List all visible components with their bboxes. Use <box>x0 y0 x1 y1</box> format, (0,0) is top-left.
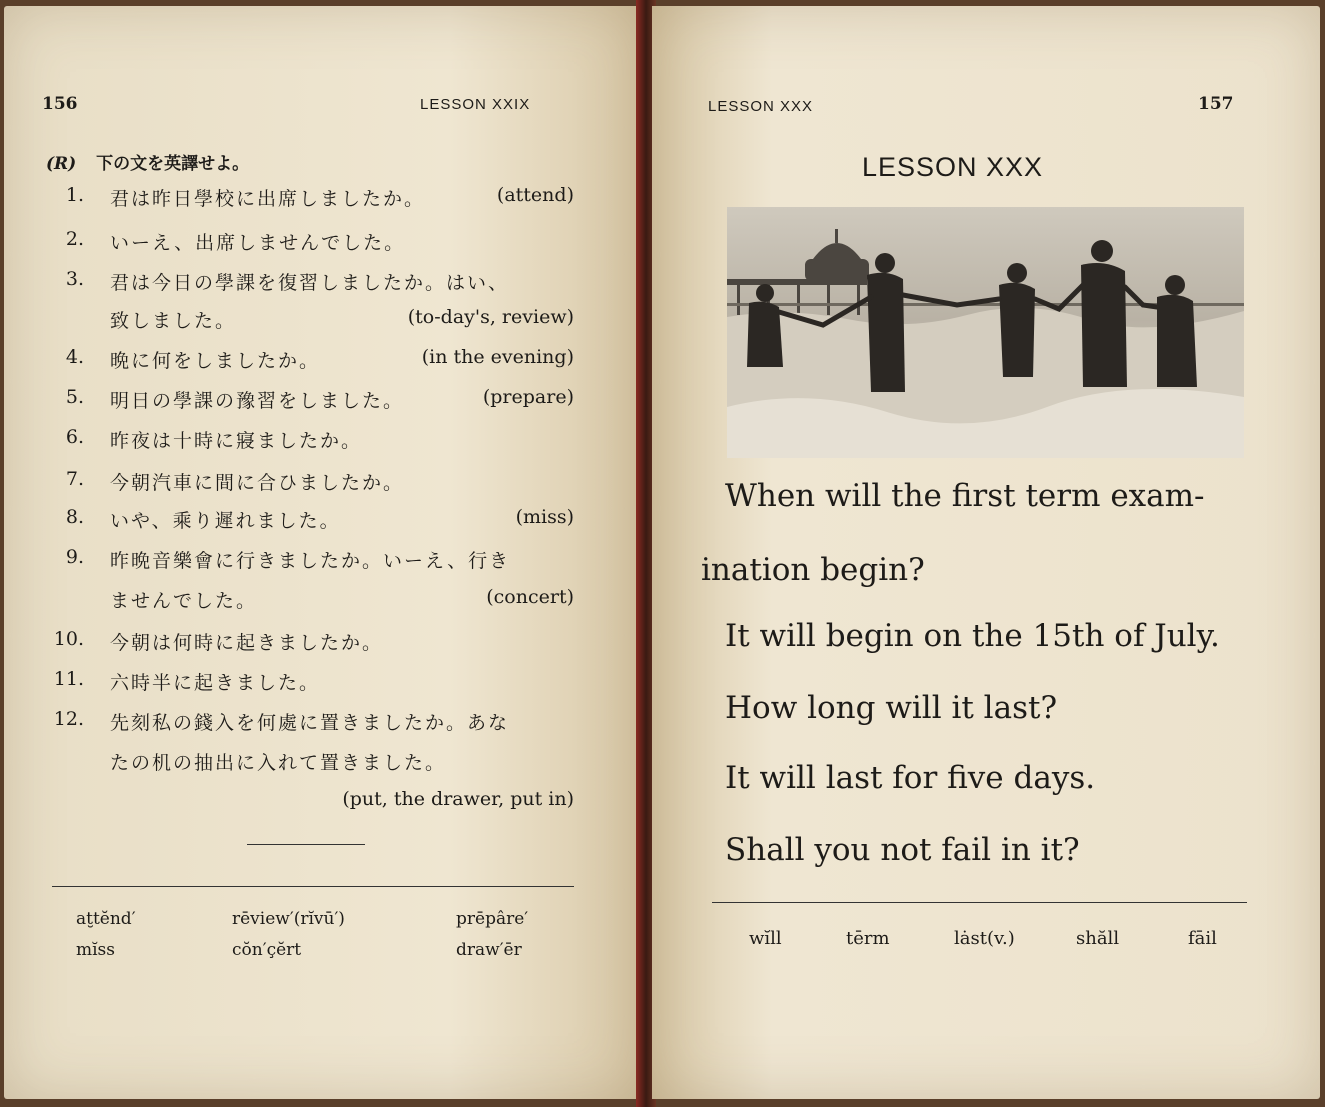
vocab-word: at̮tĕnd′ <box>76 909 136 929</box>
exercise-item <box>44 748 574 778</box>
exercise-item <box>44 268 574 298</box>
vocab-word: fāil <box>1188 928 1217 949</box>
item-text: いーえ、出席しませんでした。 <box>110 232 406 254</box>
item-text: 致しました。 <box>110 310 237 332</box>
exercise-item <box>44 668 574 698</box>
vocab-word: lȧst(v.) <box>954 928 1015 949</box>
vocab-word: shăll <box>1076 928 1120 949</box>
item-number: 3. <box>65 268 84 290</box>
item-text: 明日の學課の豫習をしました。 <box>110 390 405 412</box>
item-hint: (in the evening) <box>421 346 574 368</box>
exercise-item <box>44 628 574 658</box>
item-hint: (miss) <box>515 506 574 528</box>
reading-line: When will the first term exam- <box>725 478 1205 514</box>
vocab-word: wĭll <box>749 928 782 949</box>
exercise-item <box>44 426 574 456</box>
item-text: 昨夜は十時に寢ましたか。 <box>110 430 363 452</box>
exercise-item <box>44 586 574 616</box>
exercise-item <box>44 546 574 576</box>
exercise-item <box>44 386 574 416</box>
vocab-divider <box>712 902 1247 903</box>
item-hint: (concert) <box>486 586 574 608</box>
exercise-item <box>44 788 574 818</box>
item-hint: (to-day's, review) <box>407 306 574 328</box>
item-text: 六時半に起きました。 <box>110 672 321 694</box>
running-head: LESSON XXIX <box>420 96 531 113</box>
item-text: ませんでした。 <box>110 590 258 612</box>
vocab-divider <box>52 886 574 887</box>
item-number: 7. <box>65 468 84 490</box>
item-hint: (put, the drawer, put in) <box>342 788 574 810</box>
lesson-title: LESSON XXX <box>862 152 1044 182</box>
reading-line: Shall you not fail in it? <box>725 832 1080 868</box>
exercise-item <box>44 708 574 738</box>
item-text: 君は今日の學課を復習しましたか。はい、 <box>110 272 510 294</box>
item-number: 10. <box>53 628 84 650</box>
item-number: 6. <box>65 426 84 448</box>
item-number: 11. <box>53 668 84 690</box>
item-text: 昨晩音樂會に行きましたか。いーえ、行き <box>110 550 511 572</box>
page-number: 157 <box>1198 94 1234 114</box>
item-text: 今朝汽車に間に合ひましたか。 <box>110 472 405 494</box>
item-text: 今朝は何時に起きましたか。 <box>110 632 384 654</box>
item-number: 5. <box>65 386 84 408</box>
item-number: 2. <box>65 228 84 250</box>
item-hint: (prepare) <box>482 386 574 408</box>
item-hint: (attend) <box>496 184 574 206</box>
reading-line: It will begin on the 15th of July. <box>725 618 1220 654</box>
vocab-word: cŏn′çĕrt <box>232 940 302 960</box>
running-head: LESSON XXX <box>708 98 814 115</box>
reading-line: ination begin? <box>701 552 925 588</box>
exercise-item <box>44 468 574 498</box>
bathers-photo <box>727 207 1244 458</box>
left-page <box>4 6 640 1099</box>
vocab-word: mĭss <box>76 940 116 960</box>
item-number: 8. <box>65 506 84 528</box>
reading-line: It will last for five days. <box>725 760 1096 796</box>
vocab-word: prēpâre′ <box>456 909 529 929</box>
exercise-instruction: 下の文を英譯せよ。 <box>96 154 250 174</box>
vocab-word: tērm <box>846 928 890 949</box>
item-number: 9. <box>65 546 84 568</box>
exercise-item <box>44 506 574 536</box>
page-number: 156 <box>42 94 78 114</box>
reading-line: How long will it last? <box>725 690 1058 726</box>
vocab-word: draw′ēr <box>456 940 522 960</box>
item-number: 12. <box>53 708 84 730</box>
item-text: たの机の抽出に入れて置きました。 <box>110 752 447 774</box>
item-text: 晩に何をしましたか。 <box>110 350 321 372</box>
item-number: 4. <box>65 346 84 368</box>
exercise-heading <box>46 149 249 174</box>
item-text: いや、乘り遲れました。 <box>110 510 341 532</box>
exercise-item <box>44 184 574 214</box>
short-divider <box>247 844 365 845</box>
vocab-word: rēview′(rĭvū′) <box>232 909 345 929</box>
exercise-item <box>44 228 574 258</box>
item-text: 先刻私の錢入を何處に置きましたか。あな <box>110 712 510 734</box>
exercise-label: (R) <box>46 154 77 174</box>
exercise-item <box>44 306 574 336</box>
exercise-item <box>44 346 574 376</box>
item-text: 君は昨日學校に出席しましたか。 <box>110 188 426 210</box>
item-number: 1. <box>65 184 84 206</box>
